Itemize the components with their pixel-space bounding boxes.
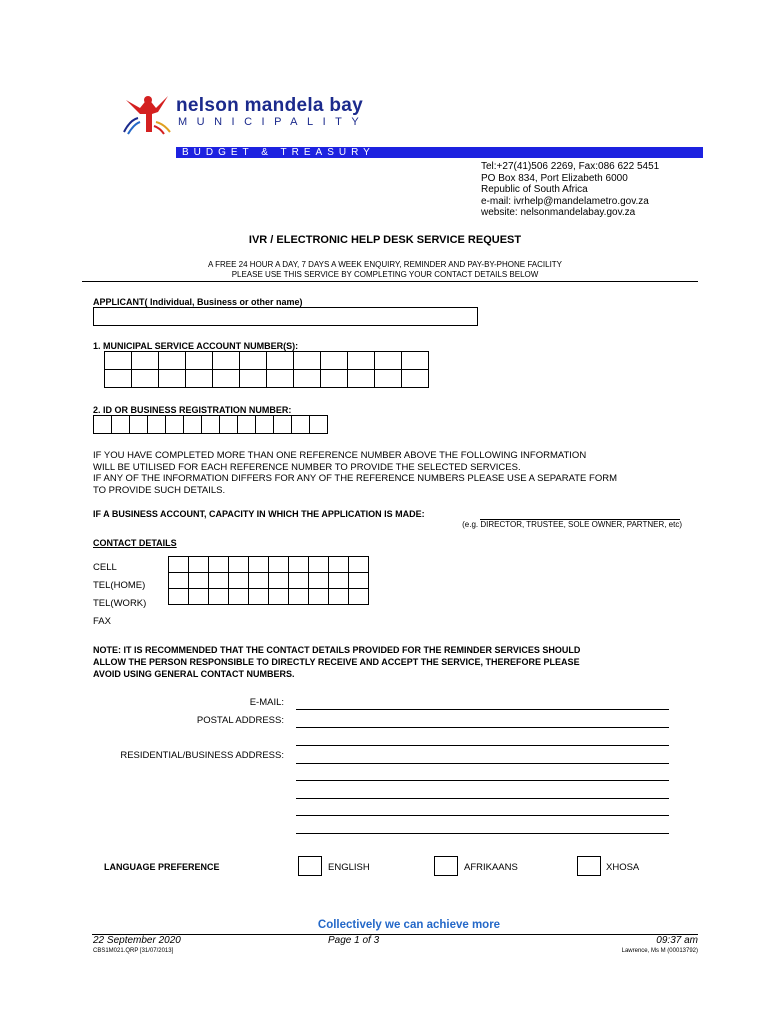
account-number-label: 1. MUNICIPAL SERVICE ACCOUNT NUMBER(S): — [93, 341, 299, 351]
form-subtitle-2: PLEASE USE THIS SERVICE BY COMPLETING YOUR CONTACT DETAILS BELOW — [231, 270, 539, 279]
id-number-label: 2. ID OR BUSINESS REGISTRATION NUMBER: — [93, 405, 292, 415]
footer-divider — [92, 934, 698, 935]
contact-row-label: CELL — [93, 562, 117, 573]
email-input-line[interactable] — [296, 709, 669, 710]
title-divider — [82, 281, 698, 282]
budget-treasury-banner: BUDGET & TREASURY — [176, 147, 703, 158]
contact-email[interactable]: e-mail: ivrhelp@mandelametro.gov.za — [481, 195, 649, 207]
contact-details-heading: CONTACT DETAILS — [93, 538, 177, 548]
contact-tel: Tel:+27(41)506 2269, Fax:086 622 5451 — [481, 161, 660, 172]
contact-website[interactable]: website: nelsonmandelabay.gov.za — [481, 207, 636, 218]
contact-country: Republic of South Africa — [481, 184, 588, 195]
language-preference-label: LANGUAGE PREFERENCE — [104, 862, 220, 872]
footer-page-number: Page 1 of 3 — [328, 935, 380, 946]
info-line: IF YOU HAVE COMPLETED MORE THAN ONE REFERENCE NUMBER ABOVE THE FOLLOWING INFORMATION — [93, 450, 587, 461]
english-option-label: ENGLISH — [328, 862, 370, 873]
footer-user: Lawrence, Ms M (00013792) — [621, 948, 698, 954]
residential-address-label: RESIDENTIAL/BUSINESS ADDRESS: — [120, 750, 284, 761]
footer-date: 22 September 2020 — [93, 935, 181, 946]
contact-po-box: PO Box 834, Port Elizabeth 6000 — [481, 172, 628, 184]
applicant-label: APPLICANT( Individual, Business or other name) — [93, 297, 303, 307]
footer-slogan: Collectively we can achieve more — [317, 919, 501, 931]
postal-address-label: POSTAL ADDRESS: — [196, 715, 284, 726]
email-label: E-MAIL: — [249, 697, 284, 708]
info-line: IF ANY OF THE INFORMATION DIFFERS FOR ANY OF THE REFERENCE NUMBERS PLEASE USE A SEPARATE FORM — [93, 473, 617, 484]
info-line: TO PROVIDE SUCH DETAILS. — [93, 484, 226, 496]
footer-form-code: CBS1M021.QRP [31/07/2013] — [93, 948, 174, 954]
logo-name: nelson mandela bay — [176, 95, 364, 116]
info-line: WILL BE UTILISED FOR EACH REFERENCE NUMBER TO PROVIDE THE SELECTED SERVICES. — [93, 461, 521, 473]
note-line: NOTE: IT IS RECOMMENDED THAT THE CONTACT DETAILS PROVIDED FOR THE REMINDER SERVICES SHOULD — [93, 645, 581, 655]
english-checkbox[interactable] — [298, 856, 322, 876]
logo-figure-icon — [118, 92, 178, 138]
postal-address-line[interactable] — [296, 727, 669, 728]
contact-row-label: TEL(HOME) — [93, 580, 146, 591]
note-line: ALLOW THE PERSON RESPONSIBLE TO DIRECTLY RECEIVE AND ACCEPT THE SERVICE, THEREFORE PLEASE — [93, 657, 580, 667]
capacity-label: IF A BUSINESS ACCOUNT, CAPACITY IN WHICH THE APPLICATION IS MADE: — [93, 509, 425, 519]
id-number-grid[interactable] — [93, 415, 328, 434]
logo-subtitle: MUNICIPALITY — [178, 116, 369, 128]
residential-address-line[interactable] — [296, 763, 669, 764]
info-paragraph — [93, 450, 617, 496]
capacity-hint: (e.g. DIRECTOR, TRUSTEE, SOLE OWNER, PARTNER, etc) — [462, 520, 682, 529]
form-title: IVR / ELECTRONIC HELP DESK SERVICE REQUEST — [248, 234, 522, 246]
afrikaans-checkbox[interactable] — [434, 856, 458, 876]
residential-address-line[interactable] — [296, 815, 669, 816]
xhosa-checkbox[interactable] — [577, 856, 601, 876]
footer-time: 09:37 am — [656, 935, 698, 946]
applicant-input[interactable] — [93, 307, 478, 326]
xhosa-option-label: XHOSA — [606, 862, 640, 873]
note-line: AVOID USING GENERAL CONTACT NUMBERS. — [93, 669, 295, 679]
recommendation-note — [93, 644, 580, 680]
contact-row-label: FAX — [93, 616, 111, 627]
contact-row-label: TEL(WORK) — [93, 598, 147, 609]
contact-number-grid[interactable] — [168, 556, 369, 605]
residential-address-line[interactable] — [296, 798, 669, 799]
afrikaans-option-label: AFRIKAANS — [464, 862, 518, 873]
residential-address-line[interactable] — [296, 780, 669, 781]
municipality-logo — [118, 92, 178, 138]
residential-address-line[interactable] — [296, 833, 669, 834]
account-number-grid[interactable] — [104, 351, 429, 388]
contact-address-block — [481, 161, 659, 219]
form-subtitle-1: A FREE 24 HOUR A DAY, 7 DAYS A WEEK ENQUIRY, REMINDER AND PAY-BY-PHONE FACILITY — [207, 260, 563, 269]
postal-address-line[interactable] — [296, 745, 669, 746]
